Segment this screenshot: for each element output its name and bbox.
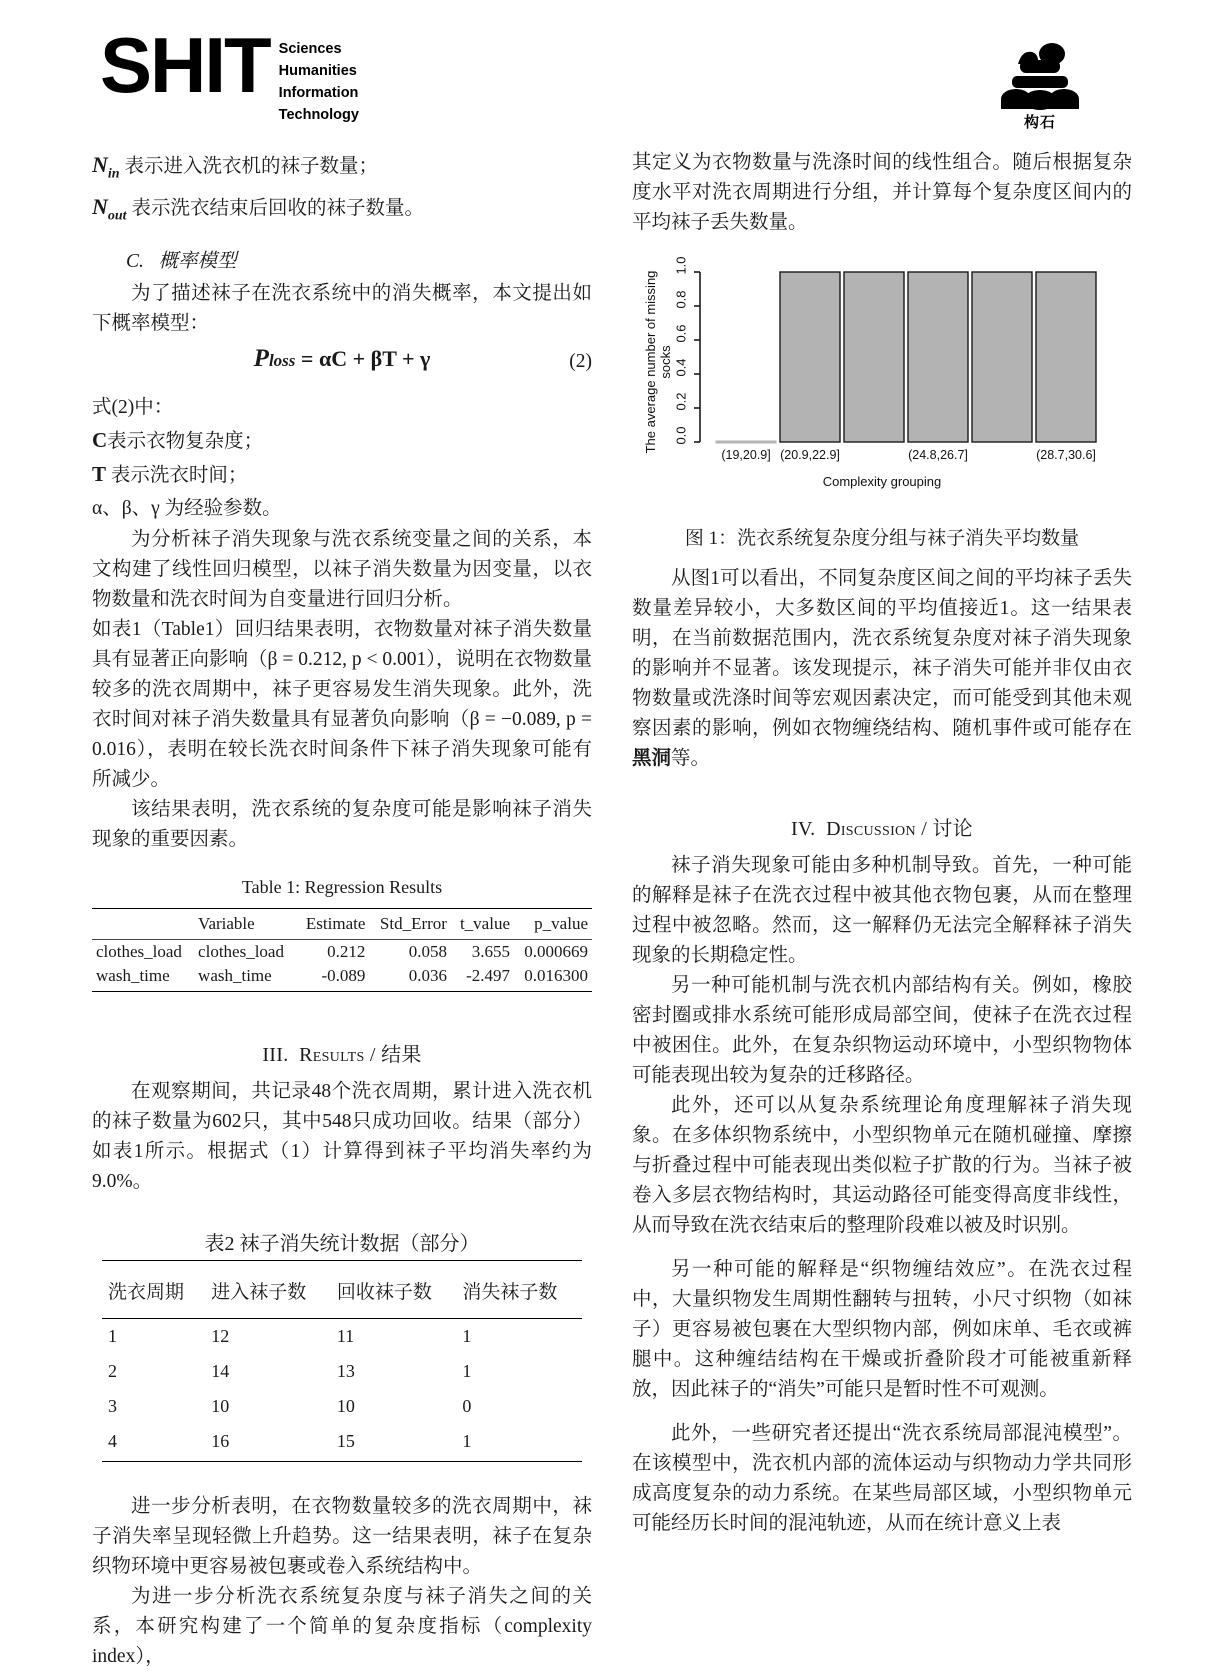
table1-caption: Table 1: Regression Results <box>241 876 443 897</box>
paragraph-complexity-conclusion: 该结果表明，洗衣系统的复杂度可能是影响袜子消失现象的重要因素。 <box>92 798 592 850</box>
section3-title-cn: / 结果 <box>369 1043 422 1066</box>
section-heading-discussion <box>632 812 1132 841</box>
symbol-n-out: $N_{out}$ <box>92 194 127 224</box>
equation-2 <box>92 345 592 373</box>
table2-r1-c0: 2 <box>108 1360 117 1381</box>
table2-r0-c1: 12 <box>211 1325 230 1346</box>
table1-r0-c1: clothes_load <box>198 941 284 961</box>
symbol-greek-params: α、β、γ <box>92 497 160 519</box>
symbol-n-in: $N_{in}$ <box>92 152 120 182</box>
journal-word-humanities: Humanities <box>278 63 357 80</box>
chart-ytick-0: 0.0 <box>673 426 689 445</box>
equation-rhs: = αC + βT + γ <box>300 345 431 371</box>
table2-r3-c1: 16 <box>205 1424 331 1462</box>
figure1-caption: 图 1：洗衣系统复杂度分组与袜子消失平均数量 <box>684 528 1080 549</box>
chart-xtick-1: (20.9,22.9] <box>780 448 840 462</box>
table1-col-estimate: Estimate <box>296 908 369 939</box>
table2-col-out: 回收袜子数 <box>331 1260 457 1318</box>
table2-r1-c1: 14 <box>211 1360 230 1381</box>
figure-discussion-tail: 等。 <box>671 748 711 769</box>
subsection-heading-c <box>92 245 592 273</box>
figure-1 <box>632 252 1132 550</box>
chart-x-axis-label: Complexity grouping <box>822 474 942 489</box>
table1-r1-c1: wash_time <box>194 964 296 992</box>
notation-line-nout <box>92 190 592 232</box>
chart-bar-3 <box>908 272 968 442</box>
chart-ytick-4: 0.8 <box>673 290 689 309</box>
chart-ytick-1: 0.2 <box>673 392 689 411</box>
publisher-name: 构石 <box>1023 113 1056 131</box>
definition-c <box>92 424 592 458</box>
equation-lhs: P <box>253 344 269 372</box>
term-black-hole: 黑洞 <box>632 748 672 769</box>
table2-sock-statistics <box>102 1260 582 1462</box>
equation-2-row <box>92 345 592 389</box>
table1-r1-c5: 0.016300 <box>514 964 592 992</box>
paragraph-regression-findings: 如表1（Table1）回归结果表明，衣物数量对袜子消失数量具有显著正向影响（β = 0.212, p < 0.001），说明在衣物数量较多的洗衣周期中，袜子更容易发生消失现象。此外，洗衣时间对袜子消失数量具有显著负向影响（β = −0.089, p = 0.016），表明在较长洗衣时间条件下袜子消失现象可能有所减少。 <box>92 618 592 790</box>
right-column <box>632 148 1132 1539</box>
table1-col-stderror: Std_Error <box>369 908 451 939</box>
section3-title-en: Results <box>299 1043 365 1066</box>
paragraph-discussion-1: 袜子消失现象可能由多种机制导致。首先，一种可能的解释是袜子在洗衣过程中被其他衣物包裹，从而在整理过程中被忽略。然而，这一解释仍无法完全解释袜子消失现象的长期稳定性。 <box>632 855 1132 966</box>
section4-title-cn: / 讨论 <box>921 818 973 840</box>
table-row <box>92 964 592 992</box>
table2-wrapper <box>92 1227 592 1462</box>
chart-xtick-3: (24.8,26.7] <box>908 448 968 462</box>
table2-r0-c2: 11 <box>336 1325 355 1346</box>
journal-word-sciences: Sciences <box>278 41 342 57</box>
paragraph-index-definition: 其定义为衣物数量与洗涤时间的线性组合。随后根据复杂度水平对洗衣周期进行分组，并计算每个复杂度区间内的平均袜子丢失数量。 <box>632 152 1132 233</box>
table2-col-missing: 消失袜子数 <box>456 1260 582 1318</box>
table-row <box>102 1389 582 1424</box>
symbol-t: T <box>92 461 107 486</box>
section4-number: IV. <box>791 818 816 840</box>
table2-r2-c2: 10 <box>336 1395 355 1416</box>
table2-col-cycle: 洗衣周期 <box>102 1260 205 1318</box>
table-row <box>102 1318 582 1354</box>
paragraph-discussion-2: 另一种可能机制与洗衣机内部结构有关。例如，橡胶密封圈或排水系统可能形成局部空间，使袜子在洗衣过程中被困住。此外，在复杂织物运动环境中，小型织物物体可能表现出较为复杂的迁移路径。 <box>632 975 1132 1086</box>
equation-number: (2) <box>569 350 592 372</box>
paragraph-figure-discussion <box>632 564 1132 774</box>
notation-line-nin <box>92 148 592 190</box>
table1-r0-c4: 3.655 <box>471 941 510 961</box>
table2-r0-c0: 1 <box>108 1325 117 1346</box>
paragraph-discussion-5: 此外，一些研究者还提出“洗衣系统局部混沌模型”。在该模型中，洗衣机内部的流体运动与织物动力学共同形成高度复杂的动力系统。在某些局部区域，小型织物单元可能经历长时间的混沌轨迹，从而在统计意义上表 <box>632 1423 1132 1534</box>
table1-r0-c3: 0.058 <box>408 941 447 961</box>
table2-r3-c2: 15 <box>331 1424 457 1462</box>
table2-r2-c3: 0 <box>462 1395 472 1416</box>
subsection-label: C. <box>126 250 144 272</box>
paragraph-observation: 在观察期间，共记录48个洗衣周期，累计进入洗衣机的袜子数量为602只，其中548只成功回收。结果（部分）如表1所示。根据式（1）计算得到袜子平均消失率约为9.0%。 <box>92 1080 592 1192</box>
chart-y-axis-label: The average number of missing socks <box>643 270 673 454</box>
definition-t <box>92 458 592 492</box>
table1-r1-c3: 0.036 <box>369 964 451 992</box>
table1-regression-results <box>92 908 592 992</box>
chart-plot-area <box>632 252 1132 467</box>
journal-word-technology: Technology <box>278 107 359 124</box>
paragraph-discussion-4: 另一种可能的解释是“织物缠结效应”。在洗衣过程中，大量织物发生周期性翻转与扭转，小尺寸织物（如袜子）更容易被包裹在大型织物内部，例如床单、毛衣或裤腿中。这种缠结结构在干燥或折叠阶段才可能被重新释放，因此袜子的“消失”可能只是暂时性不可观测。 <box>632 1259 1132 1400</box>
section-heading-results <box>92 1038 592 1067</box>
chart-ytick-2: 0.4 <box>673 358 689 377</box>
table2-r1-c2: 13 <box>336 1360 355 1381</box>
table-row <box>92 939 592 964</box>
table2-col-in: 进入袜子数 <box>205 1260 331 1318</box>
table1-col-0 <box>92 908 194 939</box>
table2-r2-c0: 3 <box>108 1395 117 1416</box>
table1-r1-c4: -2.497 <box>451 964 514 992</box>
table-row <box>102 1424 582 1462</box>
table1-r1-c2: -0.089 <box>296 964 369 992</box>
paragraph-discussion-3: 此外，还可以从复杂系统理论角度理解袜子消失现象。在多体织物系统中，小型织物单元在随机碰撞、摩擦与折叠过程中可能表现出类似粒子扩散的行为。当袜子被卷入多层衣物结构时，其运动路径可能变得高度非线性，从而导致在洗衣结束后的整理阶段难以被及时识别。 <box>632 1095 1132 1236</box>
chart-xtick-5: (28.7,30.6] <box>1036 448 1096 462</box>
chart-bar-2 <box>844 272 904 442</box>
equation-lhs-sub: loss <box>268 350 296 370</box>
chart-bar-0 <box>716 441 776 443</box>
paragraph-trend-analysis: 进一步分析表明，在衣物数量较多的洗衣周期中，袜子消失率呈现轻微上升趋势。这一结果表明，袜子在复杂织物环境中更容易被包裹或卷入系统结构中。 <box>92 1495 592 1577</box>
section4-title-en: Discussion <box>826 818 916 840</box>
notation-text-out: 表示洗衣结束后回收的袜子数量。 <box>131 198 424 220</box>
table1-col-tvalue: t_value <box>451 908 514 939</box>
table2-caption: 表2 袜子消失统计数据（部分） <box>204 1232 480 1255</box>
paragraph-probability-model: 为了描述袜子在洗衣系统中的消失概率，本文提出如下概率模型： <box>92 282 592 334</box>
table1-r1-c0: wash_time <box>92 964 194 992</box>
table2-r3-c0: 4 <box>102 1424 205 1462</box>
table2-r2-c1: 10 <box>211 1395 230 1416</box>
chart-bar-1 <box>780 272 840 442</box>
section3-number: III. <box>262 1043 289 1066</box>
definition-greek-text: 为经验参数。 <box>164 497 282 519</box>
stacked-rocks-icon <box>992 38 1088 110</box>
chart-bar-5 <box>1036 272 1096 442</box>
publisher-logo <box>985 38 1095 132</box>
chart-ytick-5: 1.0 <box>673 256 689 275</box>
chart-bar-4 <box>972 272 1032 442</box>
definition-t-text: 表示洗衣时间； <box>110 464 248 486</box>
subsection-title: 概率模型 <box>158 250 237 272</box>
figure-discussion-text: 从图1可以看出，不同复杂度区间之间的平均袜子丢失数量差异较小，大多数区间的平均值接近1。这一结果表明，在当前数据范围内，洗衣系统复杂度对袜子消失现象的影响并不显著。该发现提示，袜子消失可能并非仅由衣物数量或洗涤时间等宏观因素决定，而可能受到其他未观察因素的影响，例如衣物缠绕结构、随机事件或可能存在 <box>632 568 1132 739</box>
journal-fullname <box>279 38 359 126</box>
bar-chart <box>632 252 1132 507</box>
where-intro: 式(2)中： <box>92 396 174 418</box>
table-row <box>102 1354 582 1389</box>
table1-r0-c5: 0.000669 <box>524 941 588 961</box>
symbol-c: C <box>92 427 108 452</box>
table2-r0-c3: 1 <box>462 1325 472 1346</box>
table1-col-pvalue: p_value <box>514 908 592 939</box>
table1-col-variable: Variable <box>194 908 296 939</box>
journal-logo <box>100 21 359 126</box>
paragraph-complexity-index: 为进一步分析洗衣系统复杂度与袜子消失之间的关系，本研究构建了一个简单的复杂度指标（complexity index）， <box>92 1585 592 1667</box>
chart-ytick-3: 0.6 <box>673 324 689 343</box>
definition-c-text: 表示衣物复杂度； <box>107 430 264 452</box>
table2-r1-c3: 1 <box>462 1360 472 1381</box>
journal-word-information: Information <box>278 85 359 102</box>
table1-wrapper <box>92 877 592 992</box>
notation-text-in: 表示进入洗衣机的袜子数量； <box>124 156 378 177</box>
journal-acronym: SHIT <box>100 21 270 109</box>
left-column <box>92 148 592 1672</box>
table1-r0-c2: 0.212 <box>327 941 366 961</box>
definition-greek <box>92 492 592 525</box>
table2-r3-c3: 1 <box>456 1424 582 1462</box>
masthead <box>0 0 1224 140</box>
paragraph-regression-setup: 为分析袜子消失现象与洗衣系统变量之间的关系，本文构建了线性回归模型，以袜子消失数量为因变量，以衣物数量和洗衣时间为自变量进行回归分析。 <box>92 528 592 610</box>
chart-xtick-0: (19,20.9] <box>721 448 771 462</box>
table1-r0-c0: clothes_load <box>96 941 182 961</box>
